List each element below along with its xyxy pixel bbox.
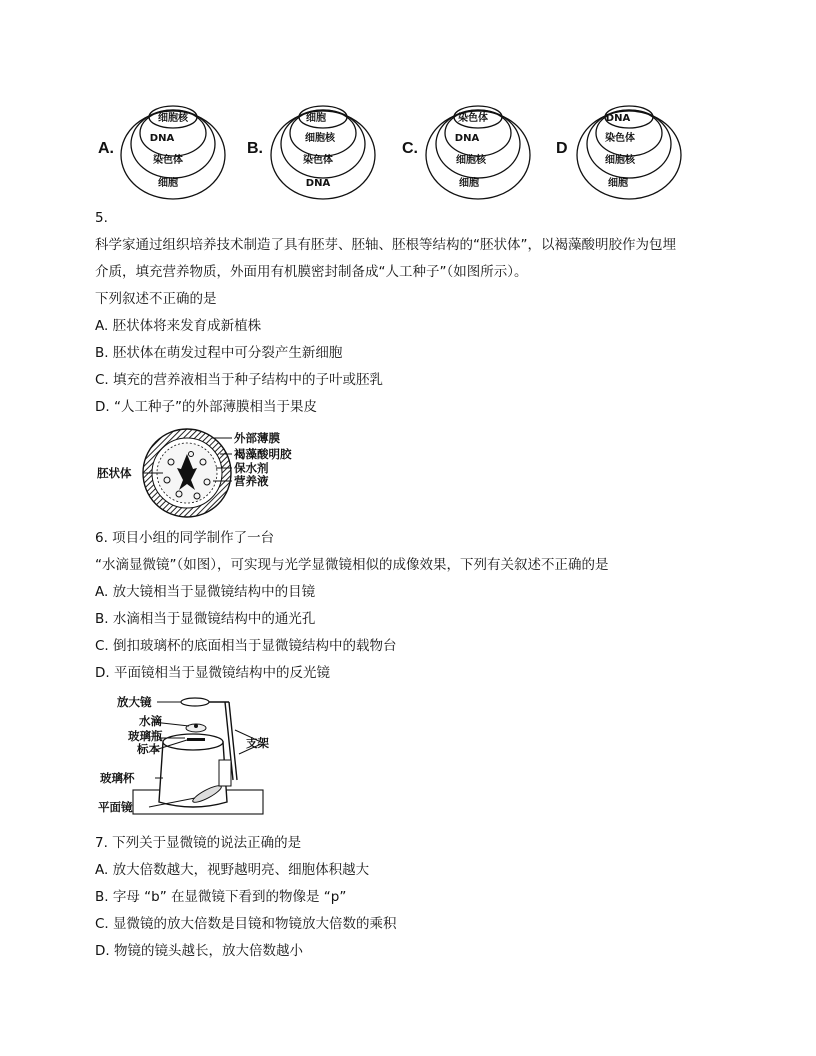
q4-option-c-letter: C. bbox=[402, 140, 418, 157]
q4c-label-2: DNA bbox=[454, 133, 480, 144]
q4c-label-3: 细胞核 bbox=[456, 155, 486, 166]
q6-water-drop-microscope-figure bbox=[95, 690, 275, 820]
q5-stem-line1: 科学家通过组织培养技术制造了具有胚芽、胚轴、胚根等结构的“胚状体”，以褐藻酸明胶作为包埋 bbox=[95, 237, 676, 253]
q4-option-a-nested-circles bbox=[118, 100, 228, 200]
q4b-label-4: DNA bbox=[305, 178, 331, 189]
microscope-label-glass-bottle: 玻璃瓶 bbox=[128, 729, 163, 743]
q4b-label-3: 染色体 bbox=[303, 155, 333, 166]
q4-option-c-nested-circles bbox=[423, 100, 533, 200]
q5-option-a: A. 胚状体将来发育成新植株 bbox=[95, 318, 262, 334]
q4a-label-4: 细胞 bbox=[158, 178, 178, 189]
q5-option-b: B. 胚状体在萌发过程中可分裂产生新细胞 bbox=[95, 345, 343, 361]
q4c-label-4: 细胞 bbox=[459, 178, 479, 189]
seed-label-nutrient: 营养液 bbox=[234, 474, 269, 488]
q5-question: 下列叙述不正确的是 bbox=[95, 291, 217, 307]
q4c-label-1: 染色体 bbox=[458, 113, 488, 124]
q4d-label-4: 细胞 bbox=[608, 178, 628, 189]
q7-option-d: D. 物镜的镜头越长，放大倍数越小 bbox=[95, 943, 303, 959]
q5-option-c: C. 填充的营养液相当于种子结构中的子叶或胚乳 bbox=[95, 372, 384, 388]
q5-number: 5. bbox=[95, 210, 108, 226]
microscope-label-specimen: 标本 bbox=[137, 742, 160, 756]
q5-option-d: D. “人工种子”的外部薄膜相当于果皮 bbox=[95, 399, 317, 415]
q7-option-a: A. 放大倍数越大，视野越明亮、细胞体积越大 bbox=[95, 862, 370, 878]
q7-option-c: C. 显微镜的放大倍数是目镜和物镜放大倍数的乘积 bbox=[95, 916, 397, 932]
q4-option-b-letter: B. bbox=[247, 140, 263, 157]
q4d-label-1: DNA bbox=[605, 113, 631, 124]
q7-option-b: B. 字母 “b” 在显微镜下看到的物像是 “p” bbox=[95, 889, 347, 905]
q4a-label-1: 细胞核 bbox=[158, 113, 188, 124]
microscope-label-support: 支架 bbox=[246, 736, 269, 750]
seed-label-alginate: 褐藻酸明胶 bbox=[234, 447, 292, 461]
q4-option-d-nested-circles bbox=[574, 100, 684, 200]
q4a-label-3: 染色体 bbox=[153, 155, 183, 166]
q4b-label-1: 细胞 bbox=[306, 113, 326, 124]
q6-option-b: B. 水滴相当于显微镜结构中的通光孔 bbox=[95, 611, 316, 627]
microscope-label-water-drop: 水滴 bbox=[139, 714, 162, 728]
q5-artificial-seed-figure bbox=[95, 424, 305, 522]
q6-stem-line1: 6. 项目小组的同学制作了一台 bbox=[95, 530, 275, 546]
q6-option-a: A. 放大镜相当于显微镜结构中的目镜 bbox=[95, 584, 316, 600]
q6-option-d: D. 平面镜相当于显微镜结构中的反光镜 bbox=[95, 665, 330, 681]
q4-option-d-letter: D bbox=[556, 140, 568, 157]
q4-option-b-nested-circles bbox=[268, 100, 378, 200]
q5-stem-line2: 介质，填充营养物质，外面用有机膜密封制备成“人工种子”（如图所示）。 bbox=[95, 264, 528, 280]
q4b-label-2: 细胞核 bbox=[305, 133, 335, 144]
microscope-label-magnifier: 放大镜 bbox=[117, 695, 152, 709]
q4d-label-3: 细胞核 bbox=[605, 155, 635, 166]
q4-option-a-letter: A. bbox=[98, 140, 114, 157]
seed-label-embryoid: 胚状体 bbox=[97, 466, 132, 480]
q6-option-c: C. 倒扣玻璃杯的底面相当于显微镜结构中的载物台 bbox=[95, 638, 397, 654]
q4a-label-2: DNA bbox=[149, 133, 175, 144]
seed-label-water-retainer: 保水剂 bbox=[234, 461, 269, 475]
q6-stem-line2: “水滴显微镜”（如图），可实现与光学显微镜相似的成像效果，下列有关叙述不正确的是 bbox=[95, 557, 609, 573]
q7-stem: 7. 下列关于显微镜的说法正确的是 bbox=[95, 835, 302, 851]
seed-label-outer-film: 外部薄膜 bbox=[234, 431, 280, 445]
q4d-label-2: 染色体 bbox=[605, 133, 635, 144]
microscope-label-mirror: 平面镜 bbox=[98, 800, 133, 814]
microscope-label-glass-cup: 玻璃杯 bbox=[100, 771, 135, 785]
